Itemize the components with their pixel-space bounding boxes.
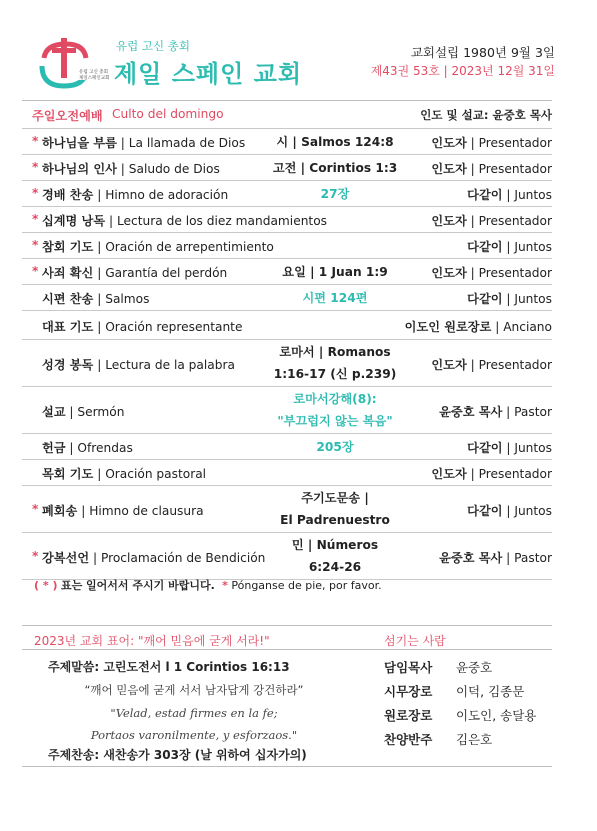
role-ko: 이도인 원로장로 <box>404 319 492 334</box>
separator: | <box>116 136 129 150</box>
item-name-ko: 사죄 확신 <box>42 266 94 280</box>
item-role <box>431 212 552 229</box>
worship-title-es: Culto del domingo <box>112 107 224 121</box>
reference-line: 1:16-17 (신 p.239) <box>273 367 397 381</box>
item-reference <box>260 287 410 309</box>
item-name-es: Lectura de los diez mandamientos <box>116 214 328 228</box>
item-reference <box>260 341 410 385</box>
stand-star: * <box>32 264 39 278</box>
item-name <box>42 356 235 373</box>
item-role <box>439 549 552 566</box>
item-name-es: Garantía del perdón <box>105 266 228 280</box>
stand-star: * <box>32 134 39 148</box>
item-reference <box>260 534 410 578</box>
item-name <box>42 290 149 307</box>
separator: | <box>491 319 504 334</box>
separator: | <box>466 136 479 150</box>
verse-spanish-2: Portaos varonilmente, y esforzaos." <box>90 728 298 742</box>
item-role <box>467 238 552 255</box>
item-role <box>431 465 552 482</box>
item-reference <box>260 436 410 458</box>
role-es: Presentador <box>478 467 552 481</box>
role-ko: 다같이 <box>467 240 503 254</box>
svg-text:제일스페인교회: 제일스페인교회 <box>79 76 110 81</box>
item-name-ko: 대표 기도 <box>42 319 94 334</box>
item-name-ko: 참회 기도 <box>42 240 94 254</box>
reference-line: 6:24-26 <box>308 560 362 574</box>
item-role <box>467 439 552 456</box>
org-name: 유럽 고신 총회 <box>116 39 190 53</box>
separator: | <box>502 240 515 254</box>
item-name-ko: 하나님을 부름 <box>42 136 117 150</box>
item-name-es: Saludo de Dios <box>128 162 220 176</box>
verse-korean: “깨어 믿음에 굳게 서서 남자답게 강건하라” <box>84 683 304 697</box>
separator: | <box>65 441 78 455</box>
reference-line: 로마서 | Romanos <box>279 345 391 359</box>
role-ko: 다같이 <box>467 292 503 306</box>
item-role <box>431 356 552 373</box>
reference-line: El Padrenuestro <box>280 513 390 527</box>
stand-star: * <box>32 238 39 252</box>
worship-title-row <box>22 102 552 129</box>
bottom-divider-mid <box>22 649 552 650</box>
item-name-es: Proclamación de Bendición <box>100 550 266 565</box>
item-name <box>42 403 125 420</box>
bottom-divider-end <box>22 766 552 767</box>
item-role <box>431 160 552 177</box>
item-name <box>42 264 227 281</box>
item-name <box>42 318 242 335</box>
separator: | <box>466 214 479 228</box>
reference-line: 27장 <box>320 186 350 201</box>
worship-item-row <box>22 233 552 259</box>
worship-item-row <box>22 486 552 533</box>
item-reference <box>260 183 410 205</box>
item-name-es: Ofrendas <box>77 441 133 455</box>
worship-item-row <box>22 285 552 311</box>
separator: | <box>466 467 479 481</box>
role-ko: 인도자 <box>431 266 467 280</box>
worship-item-row <box>22 387 552 434</box>
item-name-es: Himno de clausura <box>89 503 204 518</box>
separator: | <box>502 503 515 518</box>
verse-reference: 주제말씀: 고린도전서 l 1 Corintios 16:13 <box>48 660 290 674</box>
separator: | <box>116 162 129 176</box>
item-name <box>42 134 245 151</box>
item-reference <box>260 131 410 153</box>
reference-line: 시 | Salmos 124:8 <box>276 134 394 149</box>
server-role: 담임목사 <box>384 660 433 675</box>
server-role: 원로장로 <box>384 708 433 723</box>
item-name-ko: 십계명 낭독 <box>42 214 106 228</box>
role-es: Presentador <box>478 266 552 280</box>
worship-item-row <box>22 207 552 233</box>
role-ko: 다같이 <box>467 188 503 202</box>
item-name <box>42 186 228 203</box>
reference-line: 시편 124편 <box>302 290 368 305</box>
worship-item-row <box>22 533 552 580</box>
item-name <box>42 160 220 177</box>
stand-star: * <box>32 186 39 200</box>
item-name-es: Oración pastoral <box>105 467 207 481</box>
item-name <box>42 238 274 255</box>
header-divider <box>22 100 552 101</box>
worship-item-row <box>22 259 552 285</box>
worship-leader: 인도 및 설교: 윤중호 목사 <box>420 108 552 122</box>
reference-line: 고전 | Corintios 1:3 <box>272 160 398 175</box>
worship-item-row <box>22 340 552 387</box>
separator: | <box>89 550 101 565</box>
separator: | <box>466 162 479 176</box>
header <box>0 0 597 100</box>
server-row <box>384 706 536 724</box>
reference-line: 205장 <box>316 439 354 454</box>
role-es: Presentador <box>478 162 552 176</box>
role-es: Juntos <box>514 240 552 254</box>
reference-line: 주기도문송 | <box>301 491 369 505</box>
item-name-ko: 설교 <box>42 404 66 419</box>
item-name-es: Salmos <box>105 292 150 306</box>
reference-line: 민 | Números <box>291 538 379 552</box>
item-name <box>42 439 133 456</box>
role-es: Juntos <box>514 292 552 306</box>
role-ko: 다같이 <box>467 441 503 455</box>
item-reference <box>260 261 410 283</box>
separator: | <box>93 467 106 481</box>
reference-line: 요일 | 1 Juan 1:9 <box>282 264 388 279</box>
star-marker: ( * ) <box>34 579 58 592</box>
founded-date: 교회설립 1980년 9월 3일 <box>410 45 555 60</box>
worship-item-row <box>22 181 552 207</box>
item-reference <box>260 487 410 531</box>
item-name-es: Lectura de la palabra <box>105 357 235 372</box>
item-name <box>42 549 265 566</box>
stand-star: * <box>32 160 39 174</box>
server-row <box>384 730 492 748</box>
issue-info: 제43권 53호 | 2023년 12월 31일 <box>370 64 555 78</box>
role-ko: 인도자 <box>431 467 467 481</box>
worship-item-row <box>22 129 552 155</box>
separator: | <box>93 266 106 280</box>
verse-spanish-1: "Velad, estad firmes en la fe; <box>110 706 278 720</box>
item-role <box>431 134 552 151</box>
reference-line: 로마서강해(8): <box>293 392 377 406</box>
item-role <box>467 502 552 519</box>
role-ko: 인도자 <box>431 357 467 372</box>
worship-order <box>22 102 552 580</box>
item-role <box>467 290 552 307</box>
bottom-divider-top <box>22 625 552 626</box>
church-name: 제일 스페인 교회 <box>114 60 302 88</box>
role-ko: 인도자 <box>431 162 467 176</box>
worship-item-row <box>22 460 552 486</box>
role-es: Pastor <box>514 404 552 419</box>
role-ko: 다같이 <box>467 503 503 518</box>
role-es: Presentador <box>478 136 552 150</box>
item-name-ko: 하나님의 인사 <box>42 162 117 176</box>
separator: | <box>466 357 479 372</box>
item-name-es: La llamada de Dios <box>128 136 246 150</box>
item-name-ko: 강복선언 <box>42 550 90 565</box>
server-row <box>384 658 492 676</box>
item-role <box>439 403 552 420</box>
item-name-es: Oración representante <box>105 319 243 334</box>
server-names: 이덕, 김종문 <box>455 684 525 699</box>
item-name-ko: 시편 찬송 <box>42 292 94 306</box>
svg-text:유럽 고신 총회: 유럽 고신 총회 <box>79 70 108 75</box>
item-name <box>42 212 327 229</box>
church-logo-icon <box>34 36 110 90</box>
server-row <box>384 682 524 700</box>
role-es: Juntos <box>514 441 552 455</box>
separator: | <box>93 357 106 372</box>
separator: | <box>93 240 106 254</box>
item-reference <box>260 157 410 179</box>
item-name-ko: 경배 찬송 <box>42 188 94 202</box>
item-name-ko: 폐회송 <box>42 503 78 518</box>
stand-star: * <box>32 212 39 226</box>
separator: | <box>502 404 515 419</box>
theme-hymn: 주제찬송: 새찬송가 303장 (날 위하여 십자가의) <box>48 748 307 762</box>
worship-item-row <box>22 434 552 460</box>
separator: | <box>93 319 106 334</box>
note-es: Pónganse de pie, por favor. <box>231 579 382 592</box>
role-es: Juntos <box>514 188 552 202</box>
item-name <box>42 465 206 482</box>
reference-line: "부끄럽지 않는 복음" <box>277 414 393 428</box>
role-es: Presentador <box>478 214 552 228</box>
servers-title: 섬기는 사람 <box>384 634 446 648</box>
item-name-es: Oración de arrepentimiento <box>105 240 274 254</box>
separator: | <box>93 188 106 202</box>
role-es: Anciano <box>503 319 552 334</box>
worship-title-ko: 주일오전예배 <box>32 109 103 123</box>
item-name-ko: 목회 기도 <box>42 467 94 481</box>
separator: | <box>502 441 515 455</box>
worship-item-row <box>22 311 552 340</box>
separator: | <box>502 550 515 565</box>
separator: | <box>502 188 515 202</box>
note-ko: 표는 일어서서 주시기 바랍니다. <box>60 579 215 592</box>
item-name-ko: 성경 봉독 <box>42 357 94 372</box>
separator: | <box>93 292 106 306</box>
standing-note <box>34 577 382 593</box>
star-marker-2: * <box>218 579 228 592</box>
server-role: 찬양반주 <box>384 732 433 747</box>
role-ko: 인도자 <box>431 214 467 228</box>
separator: | <box>502 292 515 306</box>
role-ko: 인도자 <box>431 136 467 150</box>
item-name-ko: 헌금 <box>42 441 66 455</box>
worship-item-row <box>22 155 552 181</box>
item-role <box>405 318 552 335</box>
separator: | <box>466 266 479 280</box>
item-name-es: Sermón <box>77 404 125 419</box>
motto-title: 2023년 교회 표어: "깨어 믿음에 굳게 서라!" <box>34 634 270 648</box>
server-names: 윤중호 <box>455 660 493 675</box>
item-role <box>431 264 552 281</box>
separator: | <box>105 214 117 228</box>
separator: | <box>65 404 78 419</box>
separator: | <box>77 503 90 518</box>
stand-star: * <box>32 501 39 516</box>
role-es: Presentador <box>478 357 552 372</box>
item-name <box>42 502 204 519</box>
server-names: 김은호 <box>455 732 493 747</box>
item-reference <box>260 388 410 432</box>
item-role <box>467 186 552 203</box>
server-role: 시무장로 <box>384 684 433 699</box>
role-ko: 윤중호 목사 <box>439 404 503 419</box>
role-es: Juntos <box>514 503 552 518</box>
role-ko: 윤중호 목사 <box>439 550 503 565</box>
item-name-es: Himno de adoración <box>105 188 229 202</box>
server-names: 이도인, 송달용 <box>455 708 537 723</box>
role-es: Pastor <box>514 550 552 565</box>
stand-star: * <box>32 548 39 563</box>
